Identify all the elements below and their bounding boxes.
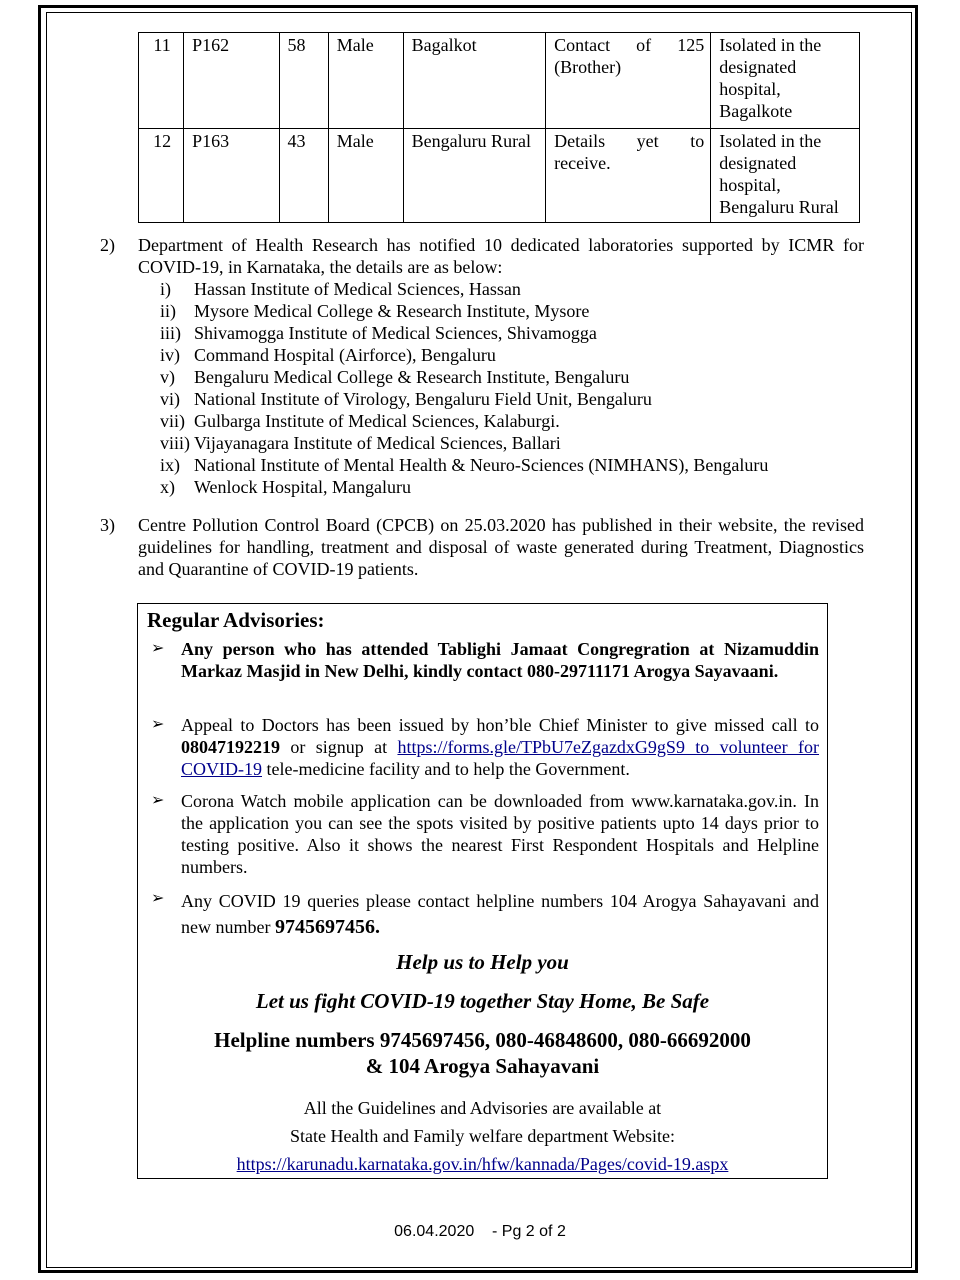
section-number: 2) [100, 235, 115, 255]
table-row [139, 33, 860, 129]
page-footer: 06.04.2020 - Pg 2 of 2 [394, 1223, 566, 1240]
advisories-box [137, 603, 828, 1179]
cell-age: 43 [279, 129, 328, 223]
section-number: 3) [100, 515, 115, 535]
helpline-numbers-cont: & 104 Arogya Sahayavani [365, 1054, 600, 1078]
list-item: v) Bengaluru Medical College & Research Institute, Bengaluru [160, 367, 630, 387]
list-item: ii) Mysore Medical College & Research Institute, Mysore [160, 301, 590, 321]
arrow-bullet-icon: ➢ [151, 890, 165, 907]
slogan-help: Help us to Help you [396, 950, 569, 974]
guidelines-text: All the Guidelines and Advisories are available at [303, 1098, 662, 1118]
cell-sex: Male [328, 129, 403, 223]
cell-status: Isolated in the designated hospital, Bagalkote [711, 33, 860, 129]
list-item: i) Hassan Institute of Medical Sciences, Hassan [160, 279, 521, 299]
section-text: Centre Pollution Control Board (CPCB) on 25.03.2020 has published in their website, the revised guidelines for handling, treatment and disposal of waste generated during Treatment, Diagnostics and Quarantine of COVID-19 patients. [138, 515, 864, 579]
cell-number: 12 [139, 129, 184, 223]
arrow-bullet-icon: ➢ [151, 792, 165, 809]
arrow-bullet-icon: ➢ [151, 716, 165, 733]
cell-number: 11 [139, 33, 184, 129]
section-intro: Department of Health Research has notified 10 dedicated laboratories supported by ICMR for COVID-19, in Karnataka, the details are as below: [138, 235, 864, 277]
advisory-item: ➢ Any COVID 19 queries please contact helpline numbers 104 Arogya Sahayavani and new number 9745697456. [151, 890, 819, 938]
section-labs [100, 234, 864, 498]
list-item: vii) Gulbarga Institute of Medical Sciences, Kalaburgi. [160, 411, 560, 431]
advisories-heading: Regular Advisories: [147, 608, 325, 632]
section-cpcb [100, 514, 864, 580]
guidelines-website-link[interactable]: https://karunadu.karnataka.gov.in/hfw/kannada/Pages/covid-19.aspx [236, 1154, 729, 1174]
cell-source: Contact of 125 (Brother) [546, 33, 711, 129]
list-item: viii) Vijayanagara Institute of Medical Sciences, Ballari [160, 433, 561, 453]
cases-table [138, 32, 860, 223]
guidelines-link-row [138, 1150, 827, 1178]
helpline-numbers: Helpline numbers 9745697456, 080-46848600, 080-66692000 [214, 1028, 751, 1052]
cell-patient-id: P163 [184, 129, 279, 223]
cell-district: Bengaluru Rural [403, 129, 546, 223]
list-item: iii) Shivamogga Institute of Medical Sciences, Shivamogga [160, 323, 597, 343]
list-item: vi) National Institute of Virology, Bengaluru Field Unit, Bengaluru [160, 389, 652, 409]
cell-patient-id: P162 [184, 33, 279, 129]
table-row [139, 129, 860, 223]
advisory-item: ➢ Any person who has attended Tablighi Jamaat Congregration at Nizamuddin Markaz Masjid in New Delhi, kindly contact 080-29711171 Arogya Sayavaani. [151, 639, 819, 681]
cell-sex: Male [328, 33, 403, 129]
cell-age: 58 [279, 33, 328, 129]
new-helpline-number: 9745697456. [274, 916, 380, 938]
missed-call-number: 08047192219 [181, 737, 280, 757]
lab-list [138, 278, 864, 498]
volunteer-signup-link[interactable]: https://forms.gle/TPbU7eZgazdxG9gS9 to volunteer for COVID-19 [181, 737, 820, 779]
list-item: ix) National Institute of Mental Health & Neuro-Sciences (NIMHANS), Bengaluru [160, 455, 769, 475]
slogan-fight: Let us fight COVID-19 together Stay Home, Be Safe [255, 989, 710, 1013]
cell-source: Details yet to receive. [546, 129, 711, 223]
guidelines-text-cont: State Health and Family welfare department Website: [289, 1126, 676, 1146]
list-item: iv) Command Hospital (Airforce), Bengaluru [160, 345, 496, 365]
advisory-item: ➢ Appeal to Doctors has been issued by hon’ble Chief Minister to give missed call to 08047192219 or signup at https://forms.gle/TPbU7eZgazdxG9gS9 to volunteer for COVID-19 tele-medicine facility and to help the Government. [151, 715, 820, 779]
list-item: x) Wenlock Hospital, Mangaluru [160, 477, 412, 497]
advisory-item: ➢ Corona Watch mobile application can be downloaded from www.karnataka.gov.in. In the application you can see the spots visited by positive patients upto 14 days prior to testing positive. Also it shows the nearest First Respondent Hospitals and Helpline numbers. [151, 791, 819, 877]
cell-status: Isolated in the designated hospital, Bengaluru Rural [711, 129, 860, 223]
cell-district: Bagalkot [403, 33, 546, 129]
arrow-bullet-icon: ➢ [151, 640, 165, 657]
